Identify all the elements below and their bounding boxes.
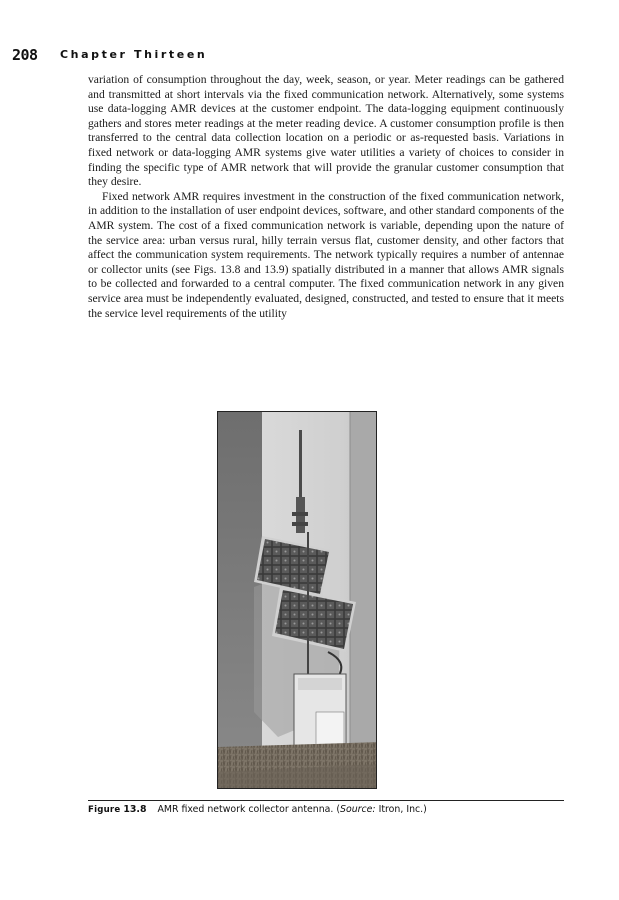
- body-text: [88, 73, 564, 321]
- figure-number: 13.8: [123, 804, 147, 815]
- chapter-title: Chapter Thirteen: [60, 48, 208, 61]
- caption-text: AMR fixed network collector antenna. (: [157, 804, 341, 815]
- solar-collector-photo: [218, 412, 377, 789]
- caption-rule: [88, 800, 564, 801]
- caption-source-label: Source:: [340, 804, 376, 815]
- figure-label: Figure: [88, 805, 121, 815]
- paragraph: Fixed network AMR requires investment in the construction of the fixed communication network, in addition to the installation of user endpoint devices, software, and other standard components of the AMR system. The cost of a fixed communication network is variable, depending upon the nature of the service area: urban versus rural, hilly terrain versus flat, customer density, and other factors that affect the communication system requirements. The network typically requires a number of antennae or collector units (see Figs. 13.8 and 13.9) spatially distributed in a manner that allows AMR signals to be collected and forwarded to a central computer. The fixed communication network in any given service area must be independently evaluated, designed, constructed, and tested to ensure that it meets the service level requirements of the utility: [88, 189, 564, 320]
- figure-caption: [88, 804, 564, 815]
- page-number: 208: [12, 46, 38, 64]
- caption-source-text: Itron, Inc.): [375, 804, 427, 815]
- figure-photo: [217, 411, 377, 789]
- paragraph: variation of consumption throughout the day, week, season, or year. Meter readings can be gathered and transmitted at short intervals via the fixed communication network. Alternatively, some systems use data-logging AMR devices at the customer endpoint. The data-logging equipment continuously gathers and stores meter readings at the meter reading device. A customer consumption profile is then transferred to the central data collection location on a periodic or as-requested basis. Variations in fixed network or data-logging AMR systems give water utilities a variety of choices to consider in finding the specific type of AMR network that will provide the granular customer consumption that they desire.: [88, 73, 564, 189]
